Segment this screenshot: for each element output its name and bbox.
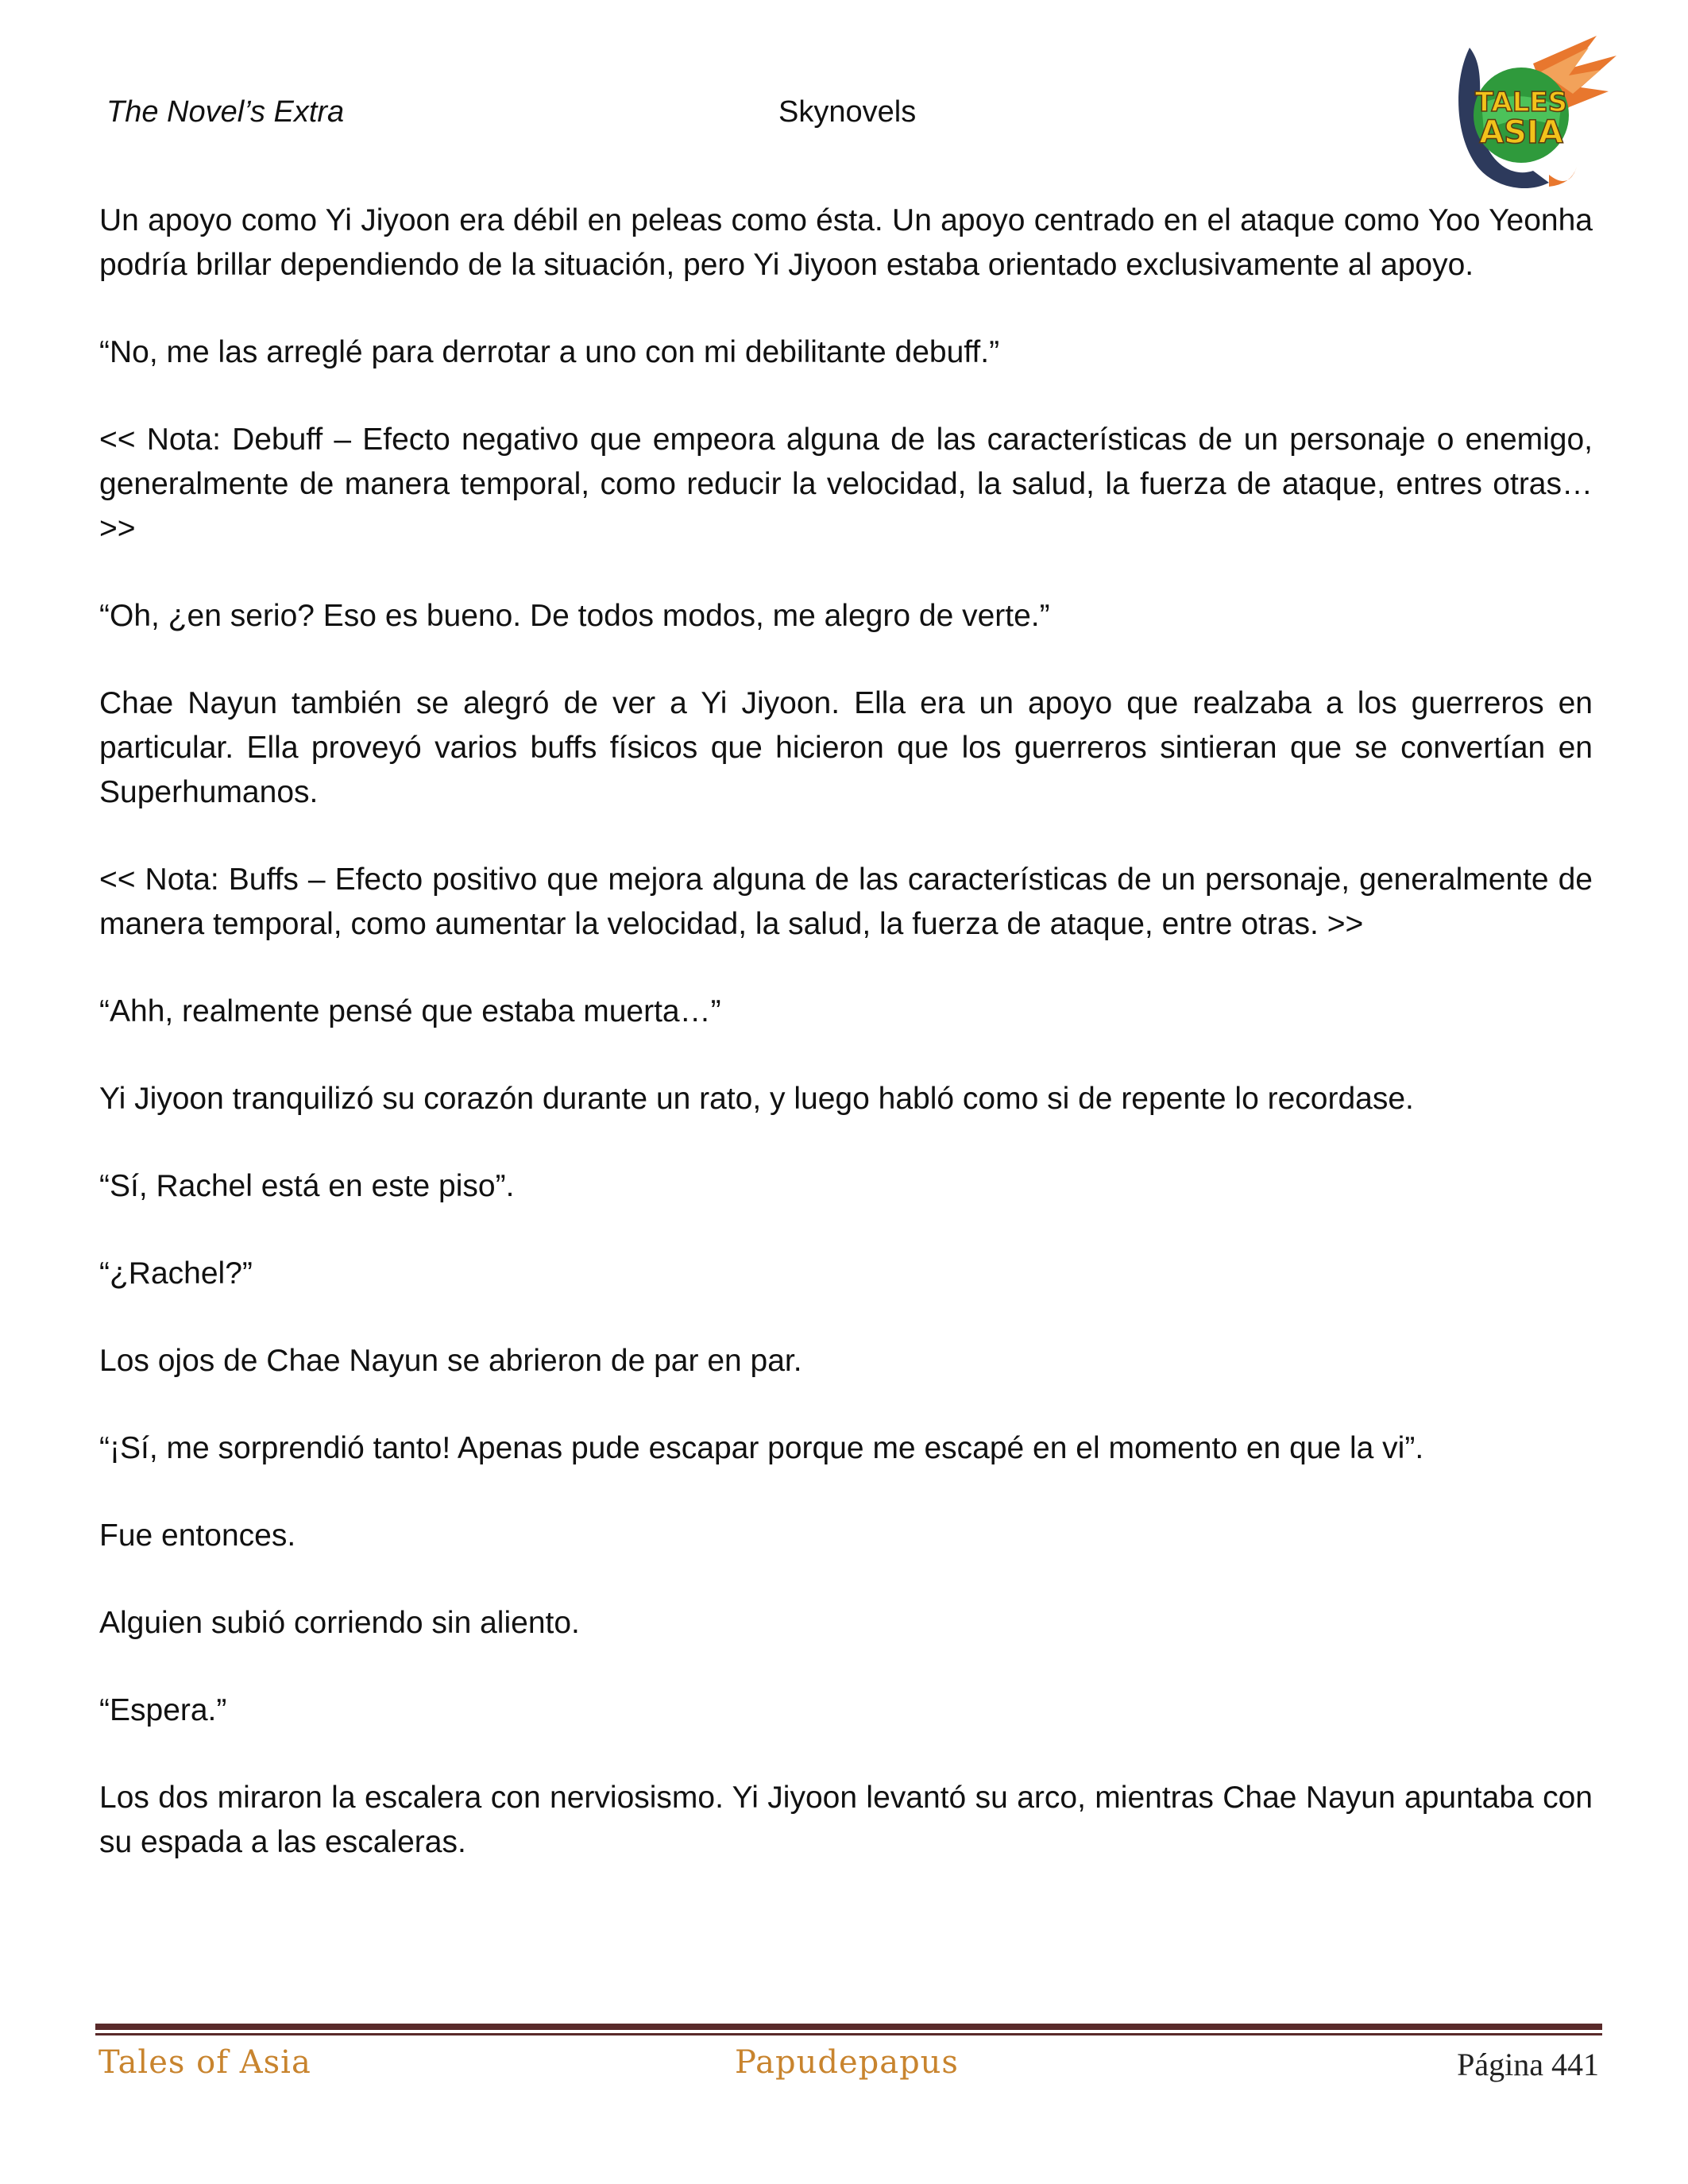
paragraph: Los dos miraron la escalera con nerviosismo. Yi Jiyoon levantó su arco, mientras Chae Nayun apuntaba con su espada a las escaleras. xyxy=(99,1781,1593,1859)
logo-text-tales: TALES xyxy=(1474,87,1568,118)
tales-of-asia-logo xyxy=(1438,32,1620,199)
paragraph: “¡Sí, me sorprendió tanto! Apenas pude escapar porque me escapé en el momento en que la vi”. xyxy=(99,1431,1424,1465)
page-number: Página 441 xyxy=(1457,2047,1599,2082)
paragraph: Los ojos de Chae Nayun se abrieron de par en par. xyxy=(99,1344,802,1378)
paragraph: “Sí, Rachel está en este piso”. xyxy=(99,1169,515,1203)
footer-divider xyxy=(95,2024,1602,2035)
header-site-name: Skynovels xyxy=(778,95,917,129)
footer-translator: Papudepapus xyxy=(735,2044,959,2081)
paragraph: “Espera.” xyxy=(99,1693,227,1727)
paragraph: Alguien subió corriendo sin aliento. xyxy=(99,1606,580,1640)
chapter-body xyxy=(99,199,1593,1908)
translator-note: << Nota: Buffs – Efecto positivo que mejora alguna de las características de un personaje, generalmente de manera temporal, como aumentar la velocidad, la salud, la fuerza de ataque, entre otras. >> xyxy=(99,862,1593,941)
paragraph: “Oh, ¿en serio? Eso es bueno. De todos modos, me alegro de verte.” xyxy=(99,599,1050,633)
paragraph: Un apoyo como Yi Jiyoon era débil en peleas como ésta. Un apoyo centrado en el ataque como Yoo Yeonha podría brillar dependiendo de la situación, pero Yi Jiyoon estaba orientado exclusivamente al apoyo. xyxy=(99,203,1593,282)
footer-publisher: Tales of Asia xyxy=(98,2044,311,2081)
logo-text-asia: ASIA xyxy=(1479,114,1563,151)
paragraph: “Ahh, realmente pensé que estaba muerta…” xyxy=(99,994,721,1028)
paragraph: “No, me las arreglé para derrotar a uno con mi debilitante debuff.” xyxy=(99,335,1000,369)
header-novel-title: The Novel’s Extra xyxy=(106,95,345,129)
paragraph: Yi Jiyoon tranquilizó su corazón durante un rato, y luego habló como si de repente lo recordase. xyxy=(99,1082,1414,1116)
translator-note: << Nota: Debuff – Efecto negativo que empeora alguna de las características de un personaje o enemigo, generalmente de manera temporal, como reducir la velocidad, la salud, la fuerza de ataque, entres otras… >> xyxy=(99,423,1593,546)
paragraph: “¿Rachel?” xyxy=(99,1256,253,1291)
paragraph: Fue entonces. xyxy=(99,1518,296,1553)
paragraph: Chae Nayun también se alegró de ver a Yi Jiyoon. Ella era un apoyo que realzaba a los guerreros en particular. Ella proveyó varios buffs físicos que hicieron que los guerreros sintieran que se convertían en Superhumanos. xyxy=(99,686,1593,809)
